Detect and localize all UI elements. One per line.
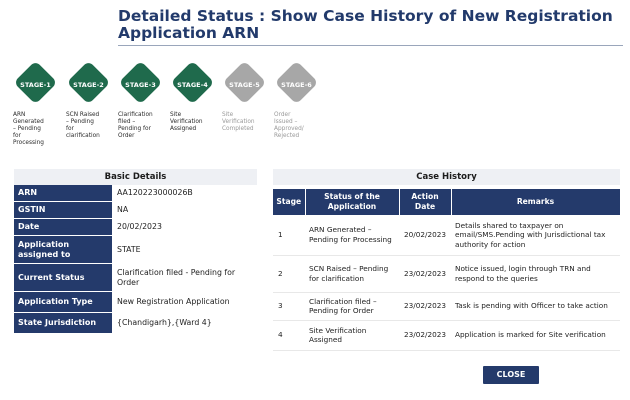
stage-description-line: Processing — [13, 140, 44, 146]
column-header-remarks: Remarks — [451, 189, 620, 215]
basic-details-row — [14, 185, 257, 202]
close-button[interactable]: CLOSE — [483, 366, 539, 384]
stage-4 — [170, 66, 222, 133]
basic-details-value: Clarification filed - Pending for Order — [117, 267, 236, 287]
column-header-status: Status of the Application — [305, 189, 399, 215]
table-row — [273, 255, 620, 292]
table-row — [273, 320, 620, 350]
column-header-action-date: Action Date — [399, 189, 451, 215]
stage-label: STAGE-2 — [73, 81, 104, 89]
case-history-header-row — [273, 189, 620, 215]
stage-3 — [118, 66, 170, 140]
stage-description-line: Completed — [222, 126, 254, 132]
basic-details-value: 20/02/2023 — [117, 222, 162, 231]
basic-details-value: NA — [117, 205, 129, 214]
history-status-cell: ARN Generated – Pending for Processing — [305, 215, 399, 255]
history-stage-cell: 2 — [273, 255, 305, 292]
basic-details-table — [14, 185, 257, 334]
stage-description-line: Order — [274, 112, 291, 118]
stage-description-line: ARN — [13, 112, 26, 118]
table-row — [273, 292, 620, 320]
history-date-cell: 20/02/2023 — [399, 215, 451, 255]
stage-label: STAGE-5 — [229, 81, 260, 89]
stage-description — [66, 112, 118, 140]
basic-details-row — [14, 236, 257, 264]
stage-description-line: Clarification — [118, 112, 153, 118]
history-status-cell: SCN Raised – Pending for clarification — [305, 255, 399, 292]
basic-details-row — [14, 219, 257, 236]
stage-description-line: Pending for — [118, 126, 151, 132]
stage-diamond-icon — [222, 66, 266, 110]
stage-diamond-icon — [274, 66, 318, 110]
stage-description — [222, 112, 274, 133]
history-remarks-cell: Task is pending with Officer to take action — [451, 292, 620, 320]
basic-details-key: State Jurisdiction — [14, 313, 112, 333]
basic-details-row — [14, 313, 257, 334]
stage-label: STAGE-3 — [125, 81, 156, 89]
stage-description-line: Rejected — [274, 133, 300, 139]
stage-description-line: – Pending — [66, 119, 94, 125]
history-date-cell: 23/02/2023 — [399, 255, 451, 292]
stage-description-line: Generated — [13, 119, 44, 125]
stage-2 — [66, 66, 118, 140]
basic-details-key: ARN — [14, 185, 112, 201]
history-status-cell: Site Verification Assigned — [305, 320, 399, 350]
basic-details-key: Current Status — [14, 264, 112, 291]
stage-description-line: filed – — [118, 119, 136, 125]
stage-label: STAGE-6 — [281, 81, 312, 89]
basic-details-key: Date — [14, 219, 112, 235]
column-header-stage: Stage — [273, 189, 305, 215]
stage-description — [118, 112, 170, 140]
history-stage-cell: 4 — [273, 320, 305, 350]
case-history-heading: Case History — [273, 169, 620, 185]
history-remarks-cell: Details shared to taxpayer on email/SMS.Pending with Jurisdictional tax authority for action — [451, 215, 620, 255]
history-date-cell: 23/02/2023 — [399, 320, 451, 350]
stage-description-line: Issued – — [274, 119, 298, 125]
stage-6 — [274, 66, 326, 140]
basic-details-key: GSTIN — [14, 202, 112, 218]
basic-details-heading: Basic Details — [14, 169, 257, 185]
history-status-cell: Clarification filed – Pending for Order — [305, 292, 399, 320]
case-history-table — [273, 189, 621, 351]
basic-details-value: New Registration Application — [117, 297, 230, 306]
stage-label: STAGE-4 — [177, 81, 208, 89]
stage-description-line: for — [66, 126, 74, 132]
stage-description-line: clarification — [66, 133, 100, 139]
stage-1 — [13, 66, 65, 147]
history-date-cell: 23/02/2023 — [399, 292, 451, 320]
stage-description-line: Approved/ — [274, 126, 304, 132]
stage-diamond-icon — [170, 66, 214, 110]
stage-description-line: Verification — [222, 119, 255, 125]
history-stage-cell: 3 — [273, 292, 305, 320]
stage-label: STAGE-1 — [20, 81, 51, 89]
stage-description — [274, 112, 326, 140]
stage-diamond-icon — [118, 66, 162, 110]
history-remarks-cell: Application is marked for Site verification — [451, 320, 620, 350]
stage-diamond-icon — [13, 66, 57, 110]
basic-details-key: Application assigned to — [14, 236, 112, 263]
stage-description-line: Assigned — [170, 126, 197, 132]
stage-description-line: for — [13, 133, 21, 139]
stage-5 — [222, 66, 274, 133]
stage-description-line: Site — [222, 112, 234, 118]
basic-details-value: AA120223000026B — [117, 188, 193, 197]
table-row — [273, 215, 620, 255]
basic-details-value: {Chandigarh},{Ward 4} — [117, 318, 212, 327]
basic-details-value: STATE — [117, 244, 141, 254]
stage-description — [13, 112, 65, 147]
history-stage-cell: 1 — [273, 215, 305, 255]
basic-details-panel — [14, 169, 257, 334]
stage-description — [170, 112, 222, 133]
stage-description-line: SCN Raised — [66, 112, 100, 118]
basic-details-row — [14, 202, 257, 219]
stage-description-line: Order — [118, 133, 135, 139]
stage-diamond-icon — [66, 66, 110, 110]
case-history-panel — [273, 169, 620, 351]
stage-tracker — [0, 66, 330, 156]
stage-description-line: – Pending — [13, 126, 41, 132]
basic-details-key: Application Type — [14, 292, 112, 312]
basic-details-row — [14, 264, 257, 292]
basic-details-row — [14, 292, 257, 313]
stage-description-line: Verification — [170, 119, 203, 125]
stage-description-line: Site — [170, 112, 182, 118]
history-remarks-cell: Notice issued, login through TRN and respond to the queries — [451, 255, 620, 292]
title-divider — [118, 45, 623, 46]
page-title: Detailed Status : Show Case History of New Registration Application ARN — [118, 7, 613, 42]
